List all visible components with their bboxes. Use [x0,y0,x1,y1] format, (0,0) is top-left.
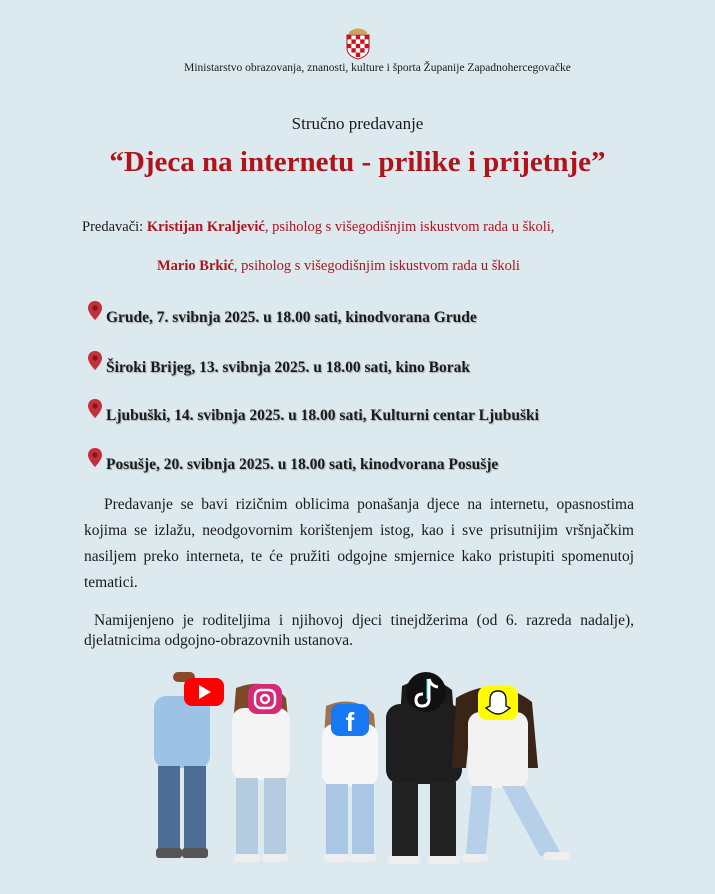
map-pin-icon [88,399,102,418]
snapchat-icon [478,686,518,720]
description-paragraph: Predavanje se bavi rizičnim oblicima ponašanja djece na internetu, opasnostima kojima se izlažu, neodgovornim korištenjem istog, kao i sve prisutnijim vršnjačkim nasiljem preko interneta, te će pružiti odgojne smjernice kako pristupiti spomenutoj tematici. [84,496,634,591]
lecturer-desc: , psiholog s višegodišnjim iskustvom rada u školi [233,258,520,274]
lecturer-2 [157,258,520,275]
facebook-icon [331,704,369,737]
location-item [88,309,477,327]
coat-of-arms-icon [343,26,373,60]
lecturer-name: Kristijan Kraljević [146,219,265,235]
tiktok-icon [406,672,446,712]
youtube-icon [184,678,224,706]
location-text: Široki Brijeg, 13. svibnja 2025. u 18.00 sati, kino Borak [106,359,471,376]
location-text: Grude, 7. svibnja 2025. u 18.00 sati, kinodvorana Grude [106,309,477,326]
location-item [88,407,539,425]
page-title: “Djeca na internetu - prilike i prijetnje” [109,146,606,178]
map-pin-icon [88,448,102,467]
teens-illustration [140,668,580,868]
map-pin-icon [88,351,102,370]
location-text: Ljubuški, 14. svibnja 2025. u 18.00 sati, Kulturni centar Ljubuški [106,407,539,424]
lecturer-1 [82,219,554,236]
event-type: Stručno predavanje [291,114,424,133]
map-pin-icon [88,301,102,320]
lecturer-desc: , psiholog s višegodišnjim iskustvom rada u školi, [264,219,555,235]
lecturer-name: Mario Brkić [157,258,234,274]
audience-paragraph: Namijenjeno je roditeljima i njihovoj djeci tinejdžerima (od 6. razreda nadalje), djelatnicima odgojno-obrazovnih ustanova. [84,612,634,649]
location-item [88,359,470,377]
location-text: Posušje, 20. svibnja 2025. u 18.00 sati, kinodvorana Posušje [106,456,499,473]
ministry-name: Ministarstvo obrazovanja, znanosti, kulture i športa Županije Zapadnohercegovačke [184,62,571,74]
instagram-icon [248,684,282,714]
svg-text:f: f [345,707,355,737]
location-item [88,456,498,474]
lecturers-label: Predavači: [82,219,147,235]
